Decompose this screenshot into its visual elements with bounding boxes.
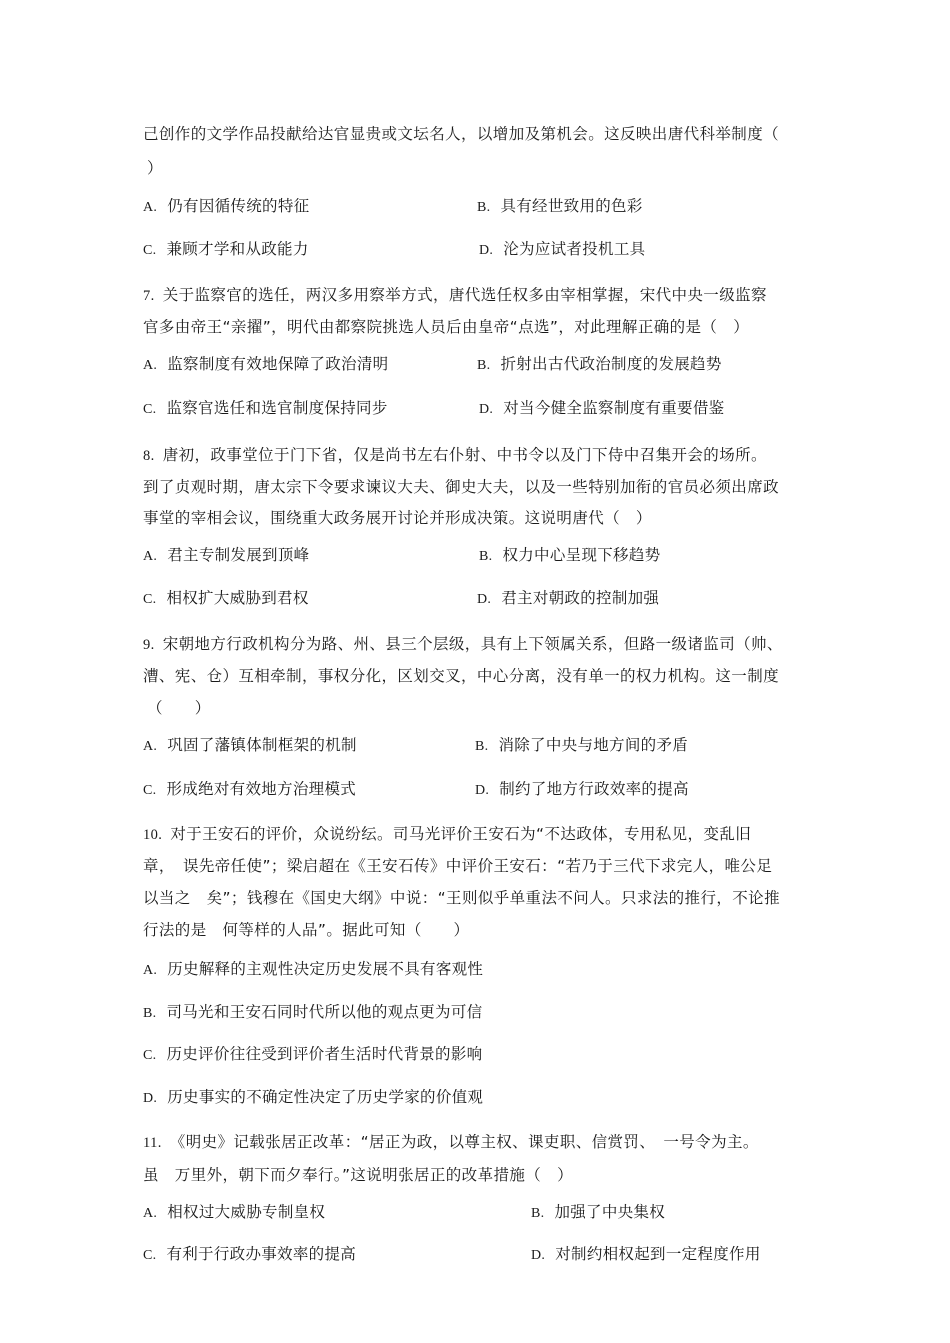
option-label: A. [143, 549, 158, 564]
option-text: 有利于行政办事效率的提高 [166, 1245, 357, 1263]
q9-option-d[interactable] [475, 779, 689, 801]
option-label: D. [479, 402, 494, 417]
q11-option-a[interactable] [143, 1202, 325, 1224]
q10-line-2: 章， 误先帝任使”；梁启超在《王安石传》中评价王安石：“若乃于三代下求完人，唯公足 [143, 857, 773, 875]
q10-line-3: 以当之 矣”；钱穆在《国史大纲》中说：“王则似乎单重法不问人。只求法的推行，不论推 [143, 889, 780, 907]
question-number: 11. [143, 1135, 162, 1151]
q8-option-a[interactable] [143, 545, 309, 567]
q7-line-1 [143, 285, 767, 306]
option-text: 加强了中央集权 [554, 1203, 666, 1221]
q7-option-c[interactable] [143, 398, 388, 420]
option-text: 监察制度有效地保障了政治清明 [167, 355, 389, 373]
q8-option-b[interactable] [479, 545, 660, 567]
option-label: A. [143, 739, 158, 754]
q11-option-c[interactable] [143, 1244, 356, 1266]
q6-option-a[interactable] [143, 196, 309, 218]
q11-line-1 [143, 1132, 759, 1153]
q8-line-3: 事堂的宰相会议，围绕重大政务展开讨论并形成决策。这说明唐代（ ） [143, 509, 652, 527]
q9-option-a[interactable] [143, 735, 357, 757]
option-label: A. [143, 1206, 158, 1221]
option-label: B. [477, 200, 491, 215]
q6-line-1: 己创作的文学作品投献给达官显贵或文坛名人，以增加及第机会。这反映出唐代科举制度（ [143, 125, 780, 143]
option-text: 司马光和王安石同时代所以他的观点更为可信 [166, 1003, 483, 1021]
q8-line-1 [143, 445, 767, 466]
option-label: A. [143, 358, 158, 373]
option-text: 监察官选任和选官制度保持同步 [166, 399, 388, 417]
q10-line-1 [143, 824, 751, 845]
option-label: C. [143, 402, 157, 417]
option-label: C. [143, 243, 157, 258]
option-text: 形成绝对有效地方治理模式 [166, 780, 357, 798]
option-label: C. [143, 592, 157, 607]
question-number: 7. [143, 288, 155, 304]
option-label: D. [479, 243, 494, 258]
q9-option-b[interactable] [475, 735, 688, 757]
option-label: C. [143, 1048, 157, 1063]
option-text: 折射出古代政治制度的发展趋势 [500, 355, 722, 373]
option-text: 君主专制发展到顶峰 [167, 546, 310, 564]
option-label: A. [143, 963, 158, 978]
option-label: B. [477, 358, 491, 373]
q10-option-a[interactable] [143, 959, 483, 981]
q9-line-3: （ ） [147, 699, 211, 717]
option-label: B. [479, 549, 493, 564]
question-number: 9. [143, 637, 155, 653]
q10-option-b[interactable] [143, 1002, 482, 1024]
q6-line-2: ） [147, 159, 163, 177]
option-text: 历史评价往往受到评价者生活时代背景的影响 [166, 1045, 483, 1063]
question-text: 关于监察官的选任，两汉多用察举方式，唐代选任权多由宰相掌握，宋代中央一级监察 [162, 286, 767, 304]
option-label: D. [477, 592, 492, 607]
option-text: 兼顾才学和从政能力 [166, 240, 309, 258]
option-label: B. [475, 739, 489, 754]
q9-option-c[interactable] [143, 779, 356, 801]
option-text: 对当今健全监察制度有重要借鉴 [503, 399, 725, 417]
question-text: 唐初，政事堂位于门下省，仅是尚书左右仆射、中书令以及门下侍中召集开会的场所。 [162, 446, 767, 464]
option-label: B. [531, 1206, 545, 1221]
option-text: 君主对朝政的控制加强 [501, 589, 660, 607]
option-text: 相权过大威胁专制皇权 [167, 1203, 326, 1221]
q6-option-c[interactable] [143, 239, 309, 261]
question-text: 对于王安石的评价，众说纷纭。司马光评价王安石为“不达政体，专用私见，变乱旧 [170, 825, 752, 843]
q8-option-c[interactable] [143, 588, 309, 610]
option-text: 权力中心呈现下移趋势 [502, 546, 661, 564]
option-text: 对制约相权起到一定程度作用 [555, 1245, 761, 1263]
q6-option-d[interactable] [479, 239, 645, 261]
option-text: 沦为应试者投机工具 [503, 240, 646, 258]
option-text: 仍有因循传统的特征 [167, 197, 310, 215]
option-label: C. [143, 1248, 157, 1263]
option-text: 历史解释的主观性决定历史发展不具有客观性 [167, 960, 484, 978]
q11-line-2: 虽 万里外，朝下而夕奉行。”这说明张居正的改革措施（ ） [143, 1166, 573, 1184]
option-label: B. [143, 1006, 157, 1021]
option-text: 历史事实的不确定性决定了历史学家的价值观 [167, 1088, 484, 1106]
q9-line-1 [143, 634, 783, 655]
q11-option-b[interactable] [531, 1202, 665, 1224]
q6-option-b[interactable] [477, 196, 643, 218]
option-label: D. [475, 783, 490, 798]
q7-line-2: 官多由帝王“亲擢”，明代由都察院挑选人员后由皇帝“点选”，对此理解正确的是（ ） [143, 318, 750, 336]
question-text: 宋朝地方行政机构分为路、州、县三个层级，具有上下领属关系，但路一级诸监司（帅、 [162, 635, 783, 653]
option-label: C. [143, 783, 157, 798]
q8-option-d[interactable] [477, 588, 659, 610]
option-label: D. [143, 1091, 158, 1106]
q7-option-a[interactable] [143, 354, 388, 376]
q8-line-2: 到了贞观时期，唐太宗下令要求谏议大夫、御史大夫，以及一些特别加衔的官员必须出席政 [143, 478, 780, 496]
option-text: 具有经世致用的色彩 [500, 197, 643, 215]
q10-option-c[interactable] [143, 1044, 482, 1066]
question-number: 8. [143, 448, 155, 464]
q9-line-2: 漕、宪、仓）互相牵制，事权分化，区划交叉，中心分离，没有单一的权力机构。这一制度 [143, 667, 780, 685]
option-text: 消除了中央与地方间的矛盾 [498, 736, 689, 754]
question-text: 《明史》记载张居正改革：“居正为政，以尊主权、课吏职、信赏罚、 一号令为主。 [169, 1133, 759, 1151]
option-label: D. [531, 1248, 546, 1263]
question-number: 10. [143, 827, 163, 843]
q11-option-d[interactable] [531, 1244, 761, 1266]
option-label: A. [143, 200, 158, 215]
q10-line-4: 行法的是 何等样的人品”。据此可知（ ） [143, 921, 470, 939]
q7-option-b[interactable] [477, 354, 722, 376]
option-text: 相权扩大威胁到君权 [166, 589, 309, 607]
option-text: 制约了地方行政效率的提高 [499, 780, 689, 798]
option-text: 巩固了藩镇体制框架的机制 [167, 736, 357, 754]
q10-option-d[interactable] [143, 1087, 483, 1109]
q7-option-d[interactable] [479, 398, 724, 420]
